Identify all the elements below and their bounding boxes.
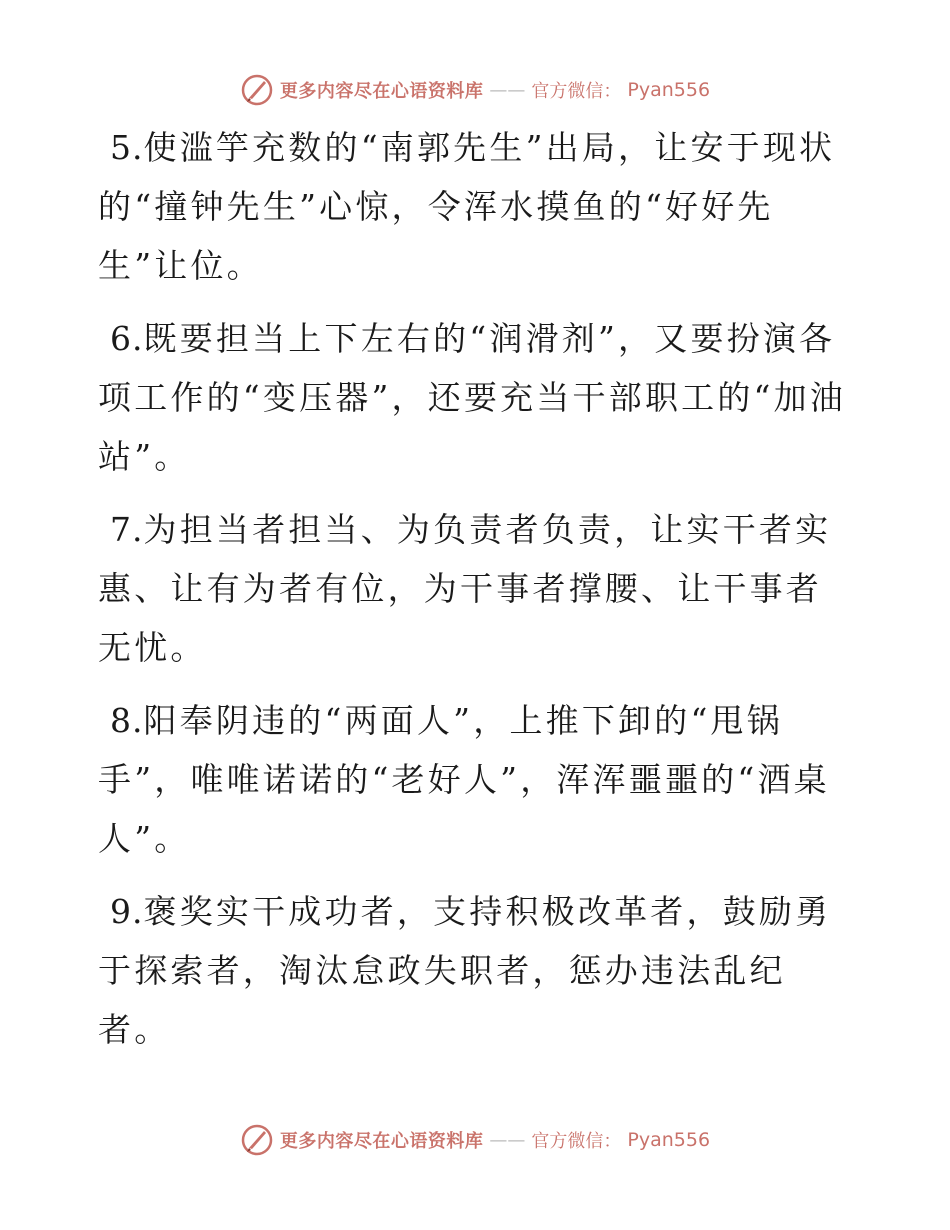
footer-watermark bbox=[0, 1120, 950, 1160]
paragraph-number: 5. bbox=[110, 128, 144, 167]
header-watermark bbox=[0, 70, 950, 110]
paragraph-9 bbox=[98, 882, 850, 1059]
watermark-brand: 更多内容尽在心语资料库 bbox=[279, 1131, 484, 1152]
paragraph-6 bbox=[98, 309, 850, 486]
paragraph-text: 既要担当上下左右的“润滑剂”，又要扮演各项工作的“变压器”，还要充当干部职工的“加油站”。 bbox=[98, 319, 847, 476]
paragraph-text: 使滥竽充数的“南郭先生”出局，让安于现状的“撞钟先生”心惊，令浑水摸鱼的“好好先生”让位。 bbox=[98, 128, 836, 285]
watermark-separator: —— bbox=[489, 1129, 526, 1151]
watermark-account: Pyan556 bbox=[627, 1129, 711, 1151]
paragraph-text: 褒奖实干成功者，支持积极改革者，鼓励勇于探索者，淘汰怠政失职者，惩办违法乱纪者。 bbox=[98, 892, 832, 1049]
paragraph-5 bbox=[98, 118, 850, 295]
paragraph-7 bbox=[98, 500, 850, 677]
watermark-separator: —— bbox=[489, 79, 526, 101]
paragraph-number: 7. bbox=[110, 510, 144, 549]
watermark-label: 官方微信： bbox=[531, 1131, 622, 1152]
paragraph-number: 8. bbox=[110, 701, 144, 740]
watermark-label: 官方微信： bbox=[531, 81, 622, 102]
watermark-brand: 更多内容尽在心语资料库 bbox=[279, 81, 484, 102]
quill-logo-icon bbox=[240, 73, 274, 107]
paragraph-number: 6. bbox=[110, 319, 144, 358]
paragraph-number: 9. bbox=[110, 892, 144, 931]
watermark-account: Pyan556 bbox=[627, 79, 711, 101]
document-body bbox=[98, 118, 850, 1073]
quill-logo-icon bbox=[240, 1123, 274, 1157]
paragraph-8 bbox=[98, 691, 850, 868]
paragraph-text: 为担当者担当、为负责者负责，让实干者实惠、让有为者有位，为干事者撑腰、让干事者无忧。 bbox=[98, 510, 832, 667]
paragraph-text: 阳奉阴违的“两面人”，上推下卸的“甩锅手”，唯唯诺诺的“老好人”，浑浑噩噩的“酒桌人”。 bbox=[98, 701, 830, 858]
